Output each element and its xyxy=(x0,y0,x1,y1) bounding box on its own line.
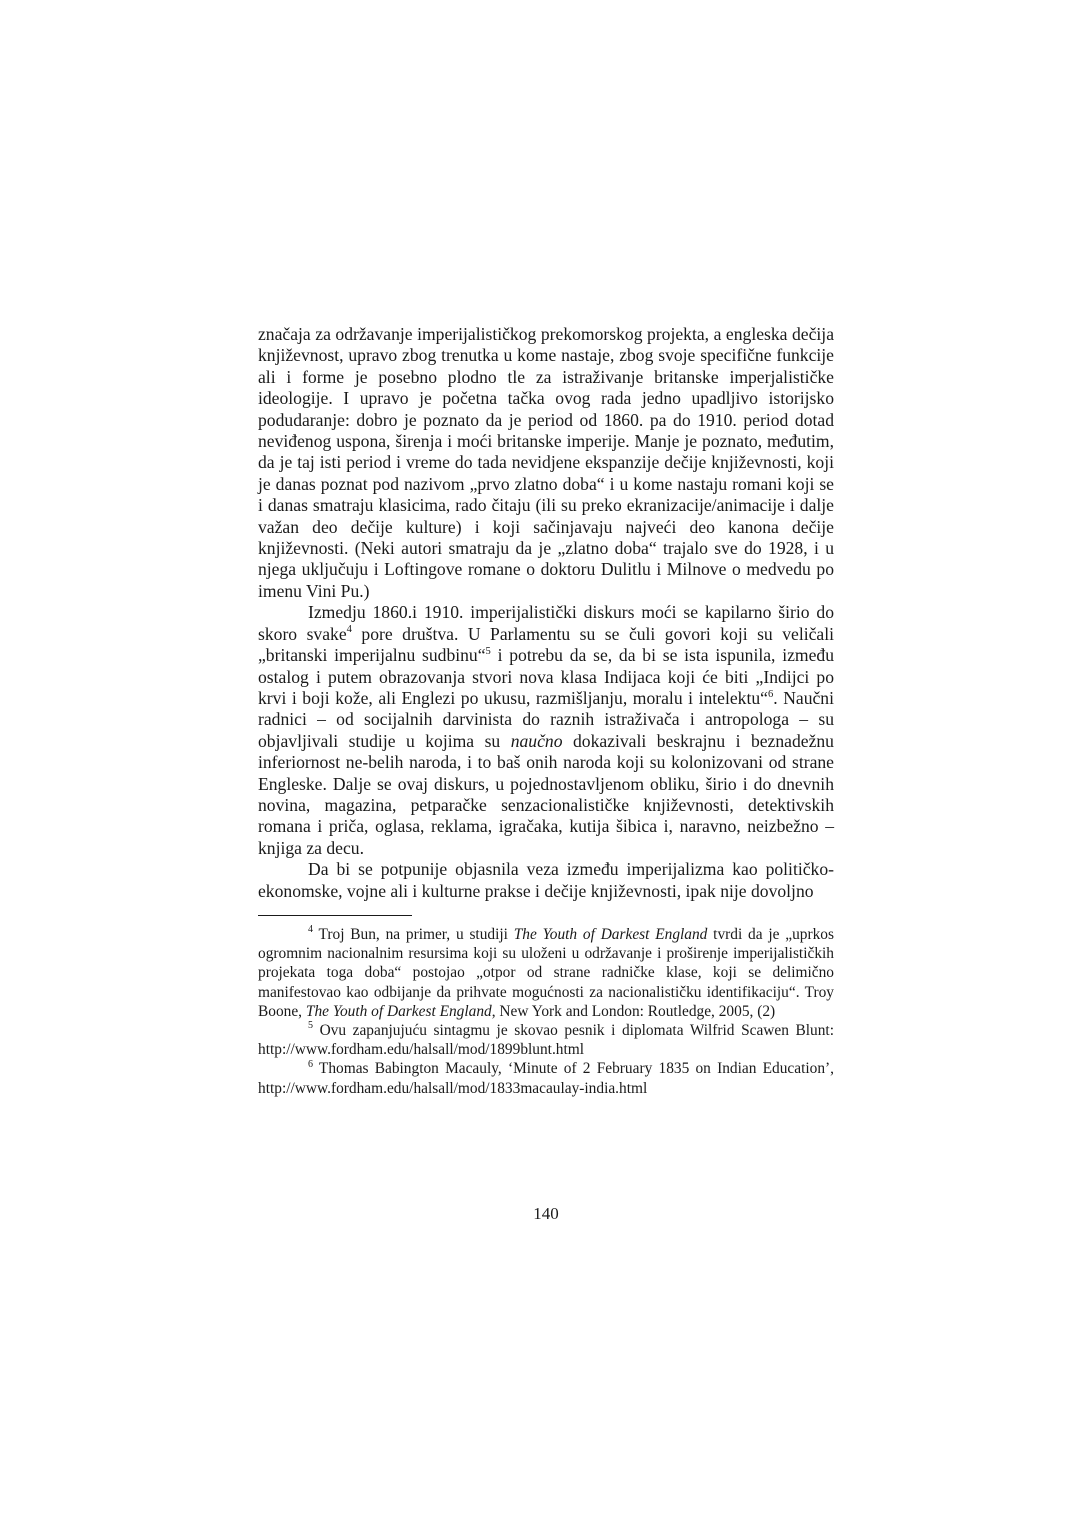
body-paragraph xyxy=(258,602,834,859)
footnote-marker: 6 xyxy=(767,688,774,700)
footnote-marker: 5 xyxy=(308,1020,313,1032)
page-number: 140 xyxy=(533,1204,559,1223)
italic-text: The Youth of Darkest England xyxy=(513,925,708,943)
text-run: Ovu zapanjujuću sintagmu je skovao pesnik i diplomata Wilfrid Scawen Blunt: http://www.fordham.edu/halsall/mod/1899blunt.html xyxy=(258,1021,834,1059)
footnote-marker: 5 xyxy=(485,645,491,657)
footnote-marker: 4 xyxy=(308,924,313,936)
footnotes xyxy=(258,925,834,1098)
text-run: značaja za održavanje imperijalističkog prekomorskog projekta, a engleska dečija književnost, upravo zbog trenutka u kome nastaje, zbog svoje specifične funkcije ali i forme je posebno plodno tle za istraživanje britanske imperjalističke ideologije. I upravo je početna tačka ovog rada jedno upadljivo istorijsko podudaranje: dobro je poznato da je period od 1860. pa do 1910. period dotad neviđenog uspona, širenja i moći britanske imperije. Manje je poznato, međutim, da je taj isti period i vreme do tada nevidjene ekspanzije dečije književnosti, koji je danas poznat pod nazivom „prvo zlatno doba“ i u kome nastaju romani koji se i danas smatraju klasicima, rado čitaju (ili su preko ekranizacije/animacije i dalje važan deo dečije kulture) i koji sačinjavaju najveći deo kanona dečije književnosti. (Neki autori smatraju da je „zlatno doba“ trajalo sve do 1928, i u njega uključuju i Loftingove romane o doktoru Dulitlu i Milnove o medvedu po imenu Vini Pu.) xyxy=(258,324,834,601)
body-paragraph xyxy=(258,859,834,902)
italic-text: The Youth of Darkest England xyxy=(305,1002,492,1020)
italic-text: naučno xyxy=(510,730,563,751)
body-paragraph xyxy=(258,324,834,602)
footnote-marker: 4 xyxy=(346,624,352,636)
text-run: Izmedju 1860.i 1910. imperijalistički diskurs moći se kapilarno širio do skoro svake xyxy=(258,602,834,644)
text-run: . Naučni radnici – od socijalnih darvinista do raznih istraživača i antropologa – su objavljivali studije u kojima su xyxy=(258,687,834,751)
footnote-marker: 6 xyxy=(308,1058,313,1070)
footnote xyxy=(258,1021,834,1059)
text-run: Troj Bun, na primer, u studiji xyxy=(313,925,514,943)
text-run: i potrebu da se, da bi se ista ispunila, između ostalog i putem obrazovanja stvori nova klasa Indijaca koji će biti „Indijci po krvi i boji kože, ali Englezi po ukusu, razmišljanju, moralu i intelektu“ xyxy=(258,645,834,708)
text-run: tvrdi da je „uprkos ogromnim nacionalnim resursima koji su uloženi u održavanje i proširenje imperijalističkih projekata toga doba“ postojao „otpor od strane radničke klase, koji se delimično manifestovao kao odbijanje da prihvate mogućnosti za nacionalističku identifikaciju“. Troy Boone, xyxy=(258,925,834,1020)
footnote-separator xyxy=(258,915,412,916)
text-run: pore društva. U Parlamentu su se čuli govori koji su veličali „britanski imperijalnu sudbinu“ xyxy=(258,623,834,666)
text-run: dokazivali beskrajnu i beznadežnu inferiornost ne-belih naroda, i to baš onih naroda koji su kolonizovani od strane Engleske. Dalje se ovaj diskurs, u pojednostavljenom obliku, širio i do dnevnih novina, magazina, petparačke senzacionalističke književnosti, detektivskih romana i priča, oglasa, reklama, igračaka, kutija šibica i, naravno, neizbežno – knjiga za decu. xyxy=(258,730,834,858)
main-text-block xyxy=(258,324,834,1098)
text-run: Da bi se potpunije objasnila veza između imperijalizma kao političko-ekonomske, vojne ali i kulturne prakse i dečije književnosti, ipak nije dovoljno xyxy=(258,859,834,901)
body-paragraphs xyxy=(258,324,834,902)
footnote xyxy=(258,925,834,1021)
text-run: Thomas Babington Macauly, ‘Minute of 2 February 1835 on Indian Education’, http://www.fordham.edu/halsall/mod/1833macaulay-india.html xyxy=(258,1060,834,1097)
text-run: , New York and London: Routledge, 2005, (2) xyxy=(491,1002,776,1020)
footnote xyxy=(258,1059,834,1097)
